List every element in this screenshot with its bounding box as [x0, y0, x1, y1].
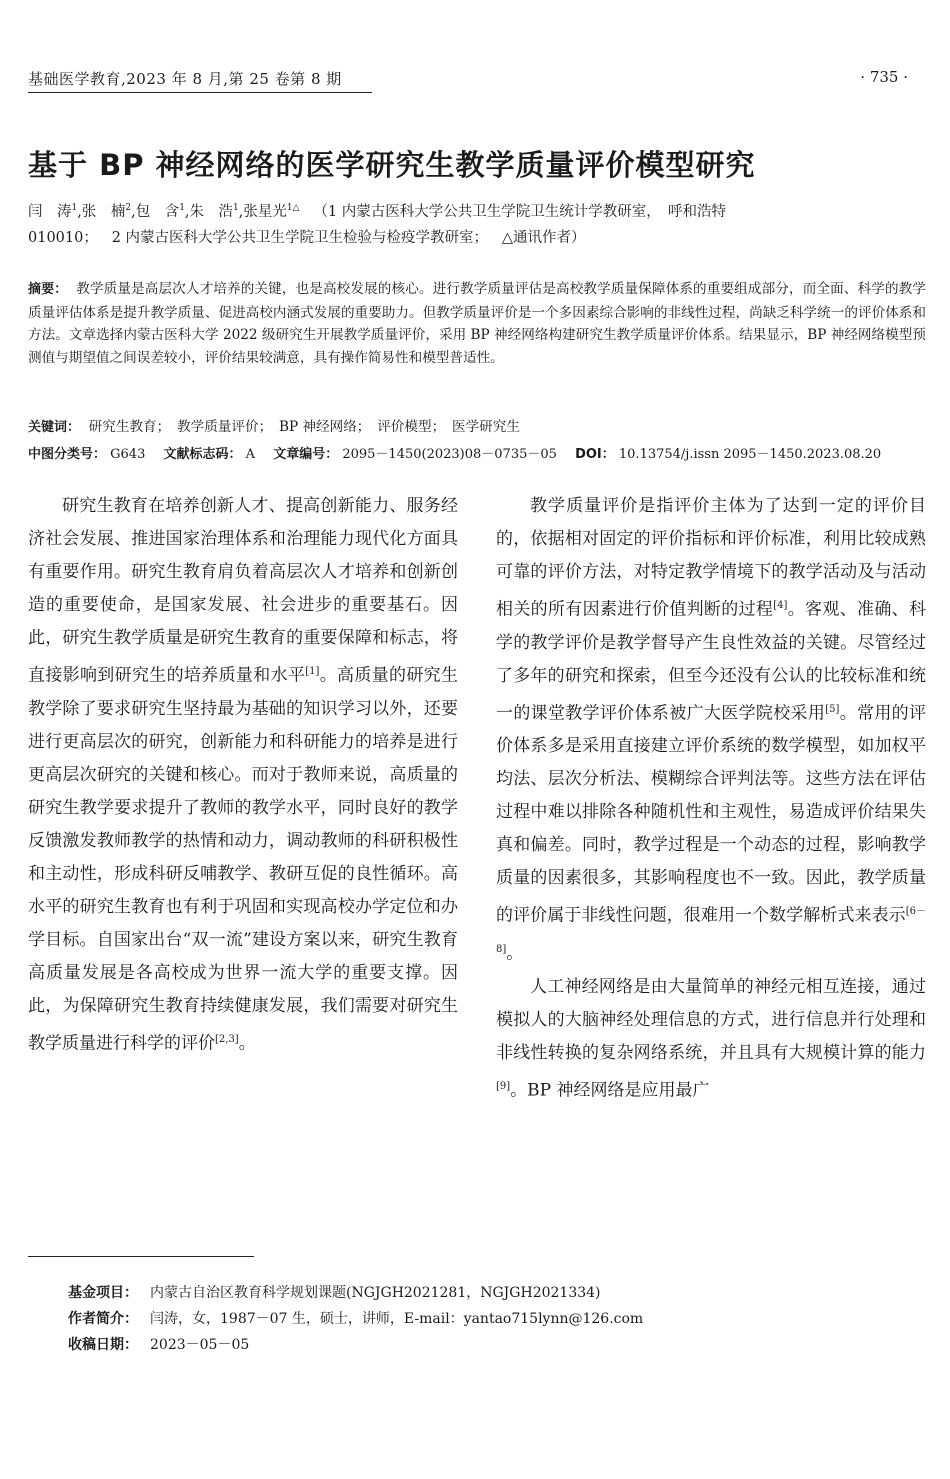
abstract-text: 教学质量是高层次人才培养的关键，也是高校发展的核心。进行教学质量评估是高校教学质量保障体系的重要组成部分，而全面、科学的教学质量评估体系是提升教学质量、促进高校内涵式发展的重要助力。但教学质量评价是一个多因素综合影响的非线性过程，尚缺乏科学统一的评价体系和方法。文章选择内蒙古医科大学 2022 级研究生开展教学质量评价，采用 BP 神经网络构建研究生教学质量评价体系。结果显示，BP 神经网络模型预测值与期望值之间误差较小，评价结果较满意，具有操作简易性和模型普适性。 [28, 281, 926, 366]
citation[interactable]: [5] [825, 703, 840, 715]
paper-title: 基于 BP 神经网络的医学研究生教学质量评价模型研究 [28, 148, 756, 182]
keywords-text: 研究生教育； 教学质量评价； BP 神经网络； 评价模型； 医学研究生 [88, 419, 520, 435]
footnote-received [68, 1334, 249, 1354]
author-sup: 1 [233, 203, 239, 213]
paragraph-text: 。客观、准确、科学的教学评价是教学督导产生良性效益的关键。尽管经过了多年的研究和探索，但至今还没有公认的比较标准和统一的课堂教学评价体系被广大医学院校采用 [496, 599, 926, 724]
author-block: 闫 涛$^1$,张 楠$^2$,包 含$^1$,朱 浩$^1$,张星光$^{1\triangle}$ （1 内蒙古医科大学公共卫生学院卫生统计学教研室， 呼和浩特 010010； 2 内蒙古医科大学公共卫生学院卫生检验与检疫学教研室； △通讯作者） [28, 203, 726, 246]
citation[interactable]: [4] [773, 600, 788, 611]
author-bio-text: 闫涛，女，1987－07 生，硕士，讲师，E-mail：yantao715lynn@126.com [150, 1311, 644, 1327]
received-date: 2023－05－05 [150, 1337, 250, 1353]
author-name: 张星光 [243, 203, 287, 220]
running-header [28, 68, 908, 92]
paragraph [496, 490, 926, 971]
body-column-left [28, 490, 458, 1060]
author-sup: 2 [125, 203, 132, 213]
affiliation-1-postcode: 010010； [28, 229, 98, 246]
footnote-author [68, 1308, 643, 1328]
article-no-label: 文章编号： [273, 447, 339, 462]
paragraph [28, 490, 458, 1060]
doc-code-label: 文献标志码： [163, 447, 242, 462]
clc-value: G643 [110, 447, 146, 462]
body-column-right [496, 490, 926, 1107]
affiliation-2: 2 内蒙古医科大学公共卫生学院卫生检验与检疫学教研室； [111, 229, 489, 246]
citation[interactable]: [1] [305, 666, 320, 677]
paragraph-text: 。 [506, 943, 524, 964]
keywords [28, 415, 926, 435]
doi-label: DOI： [575, 447, 615, 462]
author-sup: 1△ [286, 203, 300, 213]
footnote-fund [68, 1282, 601, 1302]
author-name: 朱 浩 [189, 203, 234, 220]
author-name: 张 楠 [81, 203, 126, 220]
citation[interactable]: [6－8] [496, 906, 926, 955]
paragraph-text: 。高质量的研究生教学除了要求研究生坚持最为基础的知识学习以外，还要进行更高层次的研究，创新能力和科研能力的培养是进行更高层次研究的关键和核心。而对于教师来说，高质量的研究生教学要求提升了教师的教学水平，同时良好的教学反馈激发教师教学的热情和动力，调动教师的科研积极性和主动性，形成科研反哺教学、教研互促的良性循环。高水平的研究生教育也有利于巩固和实现高校办学定位和办学目标。自国家出台“双一流”建设方案以来，研究生教育高质量发展是各高校成为世界一流大学的重要支撑。因此，为保障研究生教育持续健康发展，我们需要对研究生教学质量进行科学的评价 [28, 665, 458, 1054]
author-sup: 1 [179, 203, 185, 213]
paragraph [496, 971, 926, 1108]
received-label: 收稿日期： [68, 1337, 138, 1353]
affiliation-1: （1 内蒙古医科大学公共卫生学院卫生统计学教研室， 呼和浩特 [313, 203, 726, 220]
corresponding-note: △通讯作者） [501, 229, 586, 246]
classification-line [28, 443, 926, 462]
abstract [28, 278, 926, 369]
fund-label: 基金项目： [68, 1285, 138, 1301]
paragraph-text: 教学质量评价是指评价主体为了达到一定的评价目的，依据相对固定的评价指标和评价标准，利用比较成熟可靠的评价方法，对特定教学情境下的教学活动及与活动相关的所有因素进行价值判断的过程 [496, 496, 926, 620]
author-name: 闫 涛 [28, 203, 72, 220]
journal-citation: 基础医学教育,2023 年 8 月,第 25 卷第 8 期 [28, 68, 372, 93]
citation[interactable]: [2,3] [215, 1033, 239, 1045]
author-name: 包 含 [135, 203, 180, 220]
paragraph-text: 。BP 神经网络是应用最广 [510, 1080, 710, 1101]
page-number: · 735 · [860, 68, 908, 86]
doi-value: 10.13754/j.issn 2095－1450.2023.08.20 [618, 447, 882, 462]
fund-text: 内蒙古自治区教育科学规划课题(NGJGH2021281，NGJGH2021334) [150, 1285, 601, 1301]
author-sup: 1 [71, 203, 78, 213]
keywords-label: 关键词： [28, 420, 81, 435]
citation[interactable]: [9] [496, 1080, 511, 1092]
footnote-divider [28, 1256, 254, 1257]
article-no-value: 2095－1450(2023)08－0735－05 [342, 447, 557, 462]
paragraph-text: 人工神经网络是由大量简单的神经元相互连接，通过模拟人的大脑神经处理信息的方式，进行信息并行处理和非线性转换的复杂网络系统，并且具有大规模计算的能力 [496, 976, 926, 1063]
author-bio-label: 作者简介： [68, 1311, 138, 1327]
paragraph-text: 。 [238, 1033, 256, 1054]
paragraph-text: 。常用的评价体系多是采用直接建立评价系统的数学模型，如加权平均法、层次分析法、模糊综合评判法等。这些方法在评估过程中难以排除各种随机性和主观性，易造成评价结果失真和偏差。同时，教学过程是一个动态的过程，影响教学质量的因素很多，其影响程度也不一致。因此，教学质量的评价属于非线性问题，很难用一个数学解析式来表示 [496, 703, 927, 926]
doc-code-value: A [245, 447, 256, 462]
clc-label: 中图分类号： [28, 447, 107, 462]
paragraph-text: 研究生教育在培养创新人才、提高创新能力、服务经济社会发展、推进国家治理体系和治理能力现代化方面具有重要作用。研究生教育肩负着高层次人才培养和创新创造的重要使命，是国家发展、社会进步的重要基石。因此，研究生教学质量是研究生教育的重要保障和标志，将直接影响到研究生的培养质量和水平 [28, 496, 458, 686]
abstract-label: 摘要： [28, 282, 68, 297]
